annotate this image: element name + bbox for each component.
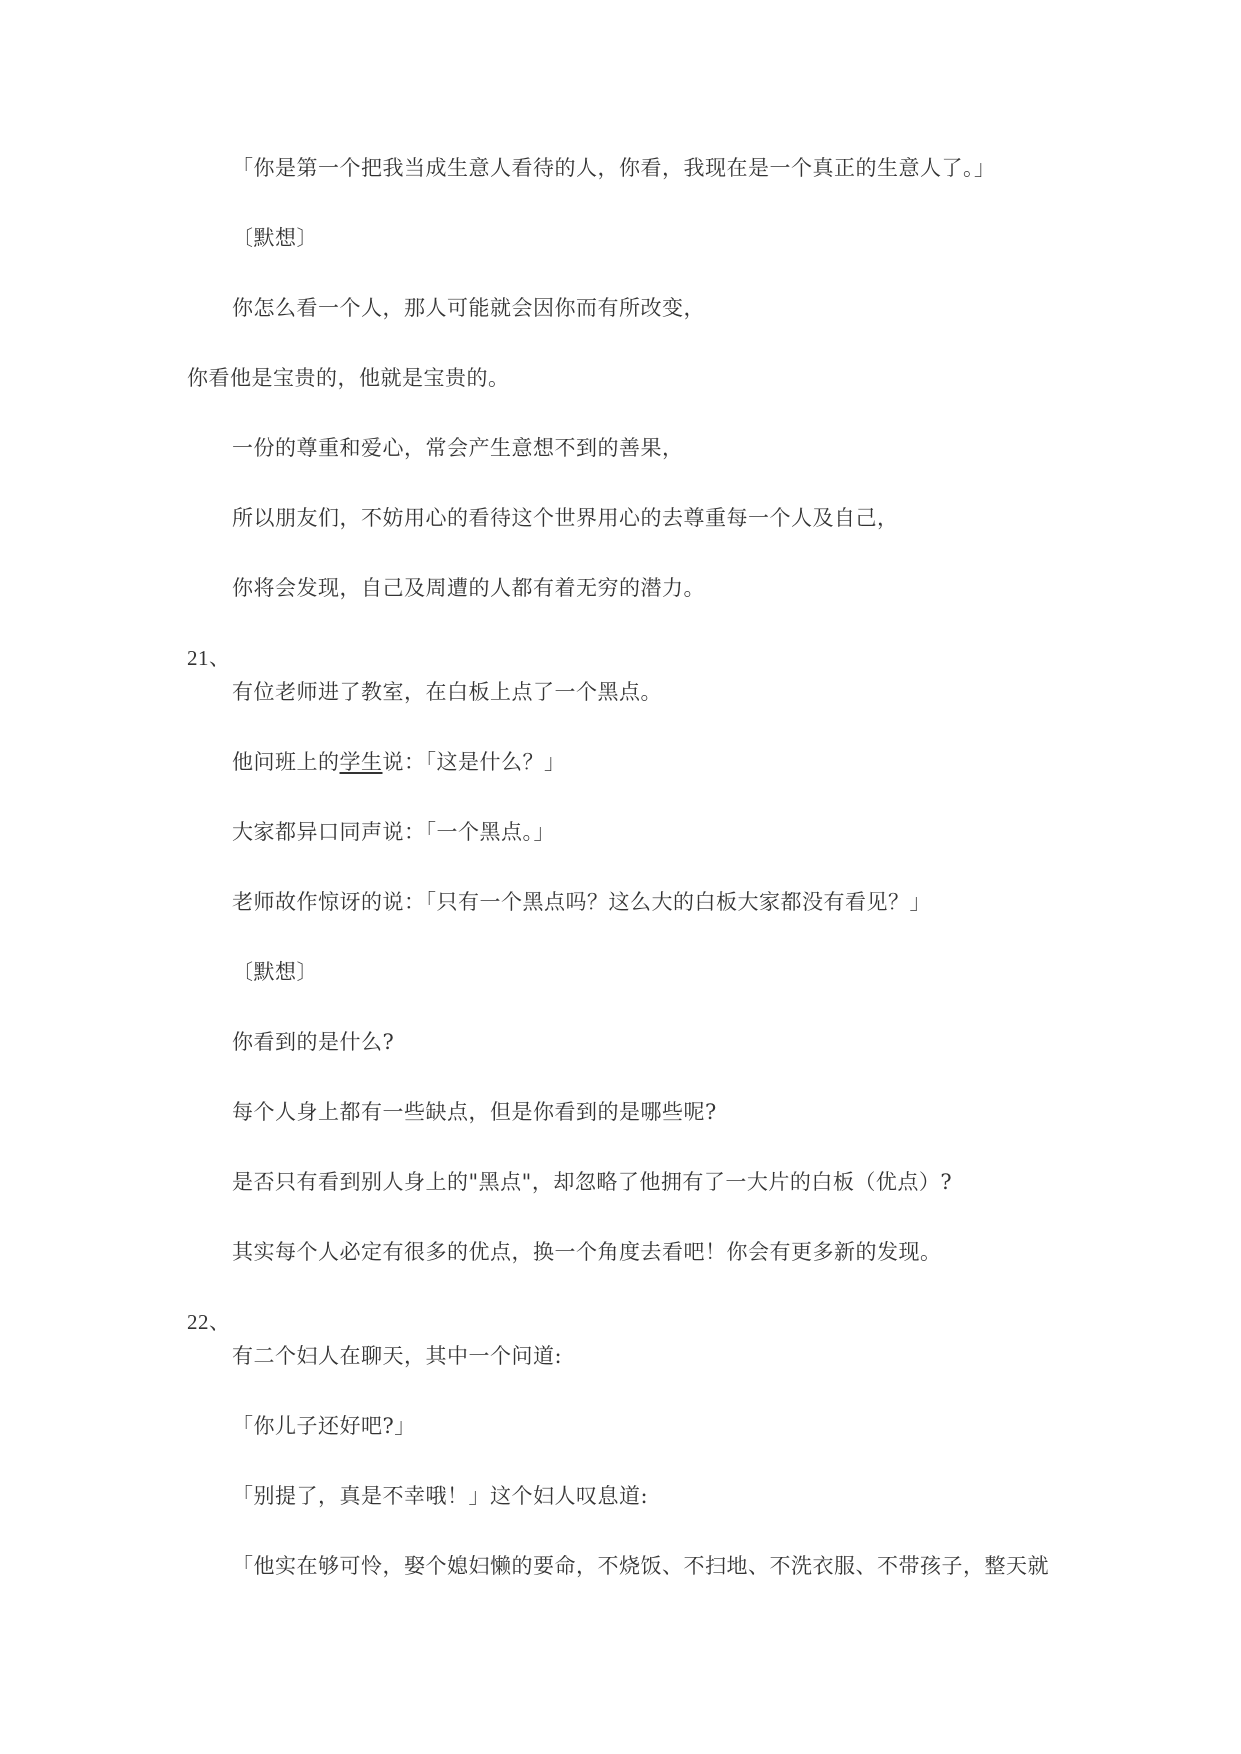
text-segment: 说：「这是什么？」 <box>382 750 566 774</box>
paragraph-line: 其实每个人必定有很多的优点，换一个角度去看吧！你会有更多新的发现。 <box>232 1240 942 1264</box>
paragraph-line: 所以朋友们，不妨用心的看待这个世界用心的去尊重每一个人及自己， <box>232 506 899 530</box>
paragraph-line: 有二个妇人在聊天，其中一个问道: <box>232 1344 563 1368</box>
paragraph-line: 「别提了，真是不幸哦！」这个妇人叹息道: <box>232 1484 649 1508</box>
paragraph-line: 一份的尊重和爱心，常会产生意想不到的善果， <box>232 436 684 460</box>
paragraph-line: 你看到的是什么? <box>232 1030 395 1054</box>
text-segment: 他问班上的 <box>232 750 340 774</box>
paragraph-line: 「你是第一个把我当成生意人看待的人，你看，我现在是一个真正的生意人了。」 <box>232 156 996 180</box>
paragraph-line: 你将会发现，自己及周遭的人都有着无穷的潜力。 <box>232 576 705 600</box>
paragraph-line: 有位老师进了教室，在白板上点了一个黑点。 <box>232 680 662 704</box>
paragraph-line: 你怎么看一个人，那人可能就会因你而有所改变， <box>232 296 705 320</box>
meditation-heading: 〔默想〕 <box>232 226 318 250</box>
section-number: 21、 <box>187 646 231 670</box>
paragraph-line: 「他实在够可怜，娶个媳妇懒的要命，不烧饭、不扫地、不洗衣服、不带孩子，整天就 <box>232 1554 1049 1578</box>
paragraph-line <box>232 748 566 776</box>
paragraph-line: 每个人身上都有一些缺点，但是你看到的是哪些呢? <box>232 1100 717 1124</box>
paragraph-line: 你看他是宝贵的，他就是宝贵的。 <box>187 366 510 390</box>
meditation-heading: 〔默想〕 <box>232 960 318 984</box>
paragraph-line: 大家都异口同声说：「一个黑点。」 <box>232 820 555 844</box>
paragraph-line: 老师故作惊讶的说：「只有一个黑点吗？这么大的白板大家都没有看见？」 <box>232 890 931 914</box>
paragraph-line: 「你儿子还好吧?」 <box>232 1414 416 1438</box>
paragraph-line: 是否只有看到别人身上的"黑点"，却忽略了他拥有了一大片的白板（优点）? <box>232 1170 953 1194</box>
section-number: 22、 <box>187 1310 231 1334</box>
student-link[interactable]: 学生 <box>339 750 383 774</box>
